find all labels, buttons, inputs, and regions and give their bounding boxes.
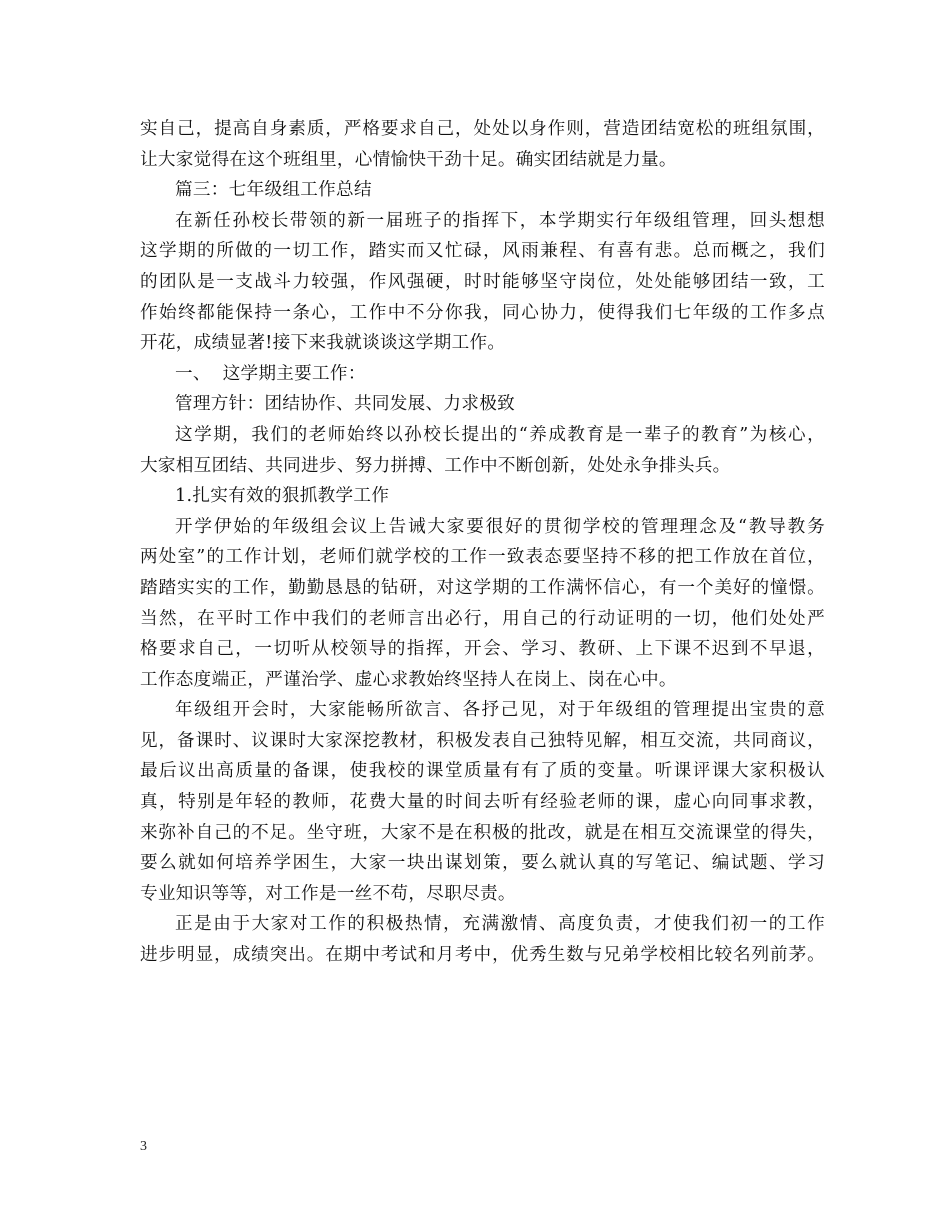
- text-line: 年级组开会时，大家能畅所欲言、各抒己见，对于年级组的管理提出宝贵的意: [175, 700, 825, 721]
- text-line: 大家相互团结、共同进步、努力拼搏、工作中不断创新，处处永争排头兵。: [140, 455, 731, 476]
- text-line: 工作态度端正，严谨治学、虚心求教始终坚持人在岗上、岗在心中。: [140, 669, 677, 690]
- text-line: 格要求自己，一切听从校领导的指挥，开会、学习、教研、上下课不迟到不早退，: [140, 639, 825, 660]
- text-line: 专业知识等等，对工作是一丝不苟，尽职尽责。: [140, 883, 516, 904]
- text-line: 要么就如何培养学困生，大家一块出谋划策，要么就认真的写笔记、编试题、学习: [140, 853, 825, 874]
- text-line: 真，特别是年轻的教师，花费大量的时间去听有经验老师的课，虚心向同事求教，: [140, 792, 825, 813]
- text-line: 让大家觉得在这个班组里，心情愉快干劲十足。确实团结就是力量。: [140, 149, 677, 170]
- text-line: 来弥补自己的不足。坐守班，大家不是在积极的批改，就是在相互交流课堂的得失，: [140, 822, 825, 843]
- text-line: 正是由于大家对工作的积极热情，充满激情、高度负责，才使我们初一的工作: [175, 914, 825, 935]
- page-number: 3: [140, 1139, 147, 1154]
- text-line: 最后议出高质量的备课，使我校的课堂质量有有了质的变量。听课评课大家积极认: [140, 761, 825, 782]
- text-line: 开学伊始的年级组会议上告诫大家要很好的贯彻学校的管理理念及“教导教务: [175, 516, 825, 537]
- subsection-heading: 一、 这学期主要工作：: [175, 363, 366, 384]
- text-line: 的团队是一支战斗力较强，作风强硬，时时能够坚守岗位，处处能够团结一致，工: [140, 271, 825, 292]
- document-body: [140, 114, 825, 971]
- text-line: 踏踏实实的工作，勤勤恳恳的钻研，对这学期的工作满怀信心，有一个美好的憧憬。: [140, 577, 825, 598]
- text-line: 开花，成绩显著!接下来我就谈谈这学期工作。: [140, 333, 506, 354]
- text-line: 作始终都能保持一条心，工作中不分你我，同心协力，使得我们七年级的工作多点: [140, 302, 825, 323]
- text-line: 当然，在平时工作中我们的老师言出必行，用自己的行动证明的一切，他们处处严: [140, 608, 825, 629]
- text-line: 这学期的所做的一切工作，踏实而又忙碌，风雨兼程、有喜有悲。总而概之，我们: [140, 241, 825, 262]
- text-line: 两处室”的工作计划，老师们就学校的工作一致表态要坚持不移的把工作放在首位，: [140, 547, 825, 568]
- text-line: 见，备课时、议课时大家深挖教材，积极发表自己独特见解，相互交流，共同商议，: [140, 730, 825, 751]
- text-line: 在新任孙校长带领的新一届班子的指挥下，本学期实行年级组管理，回头想想: [175, 210, 825, 231]
- text-line: 进步明显，成绩突出。在期中考试和月考中，优秀生数与兄弟学校相比较名列前茅。: [140, 945, 825, 966]
- subsection-heading: 1.扎实有效的狠抓教学工作: [175, 486, 390, 507]
- section-heading: 篇三：七年级组工作总结: [175, 180, 372, 201]
- text-line: 这学期，我们的老师始终以孙校长提出的“养成教育是一辈子的教育”为核心，: [175, 424, 825, 445]
- text-line: 实自己，提高自身素质，严格要求自己，处处以身作则，营造团结宽松的班组氛围，: [140, 119, 825, 139]
- text-line: 管理方针：团结协作、共同发展、力求极致: [175, 394, 515, 415]
